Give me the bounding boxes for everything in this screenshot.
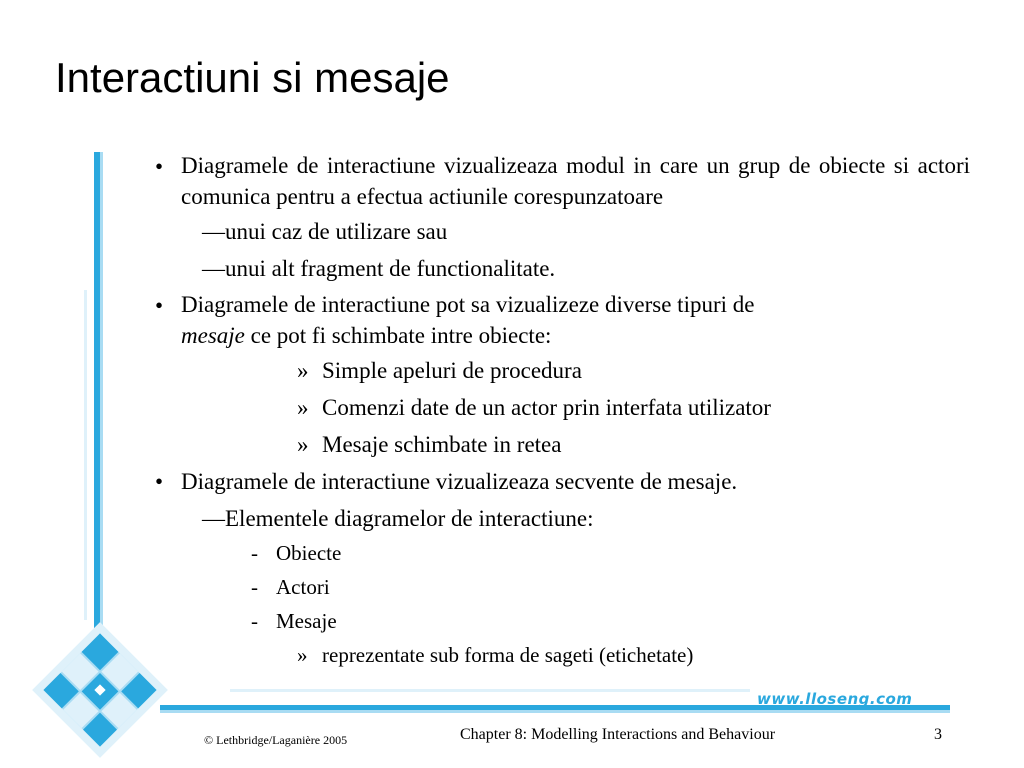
bullet-3 bbox=[155, 465, 970, 499]
nested-item-text: Comenzi date de un actor prin interfata utilizator bbox=[322, 395, 771, 420]
bullet-text bbox=[181, 289, 970, 351]
bullet-text-part: ce pot fi schimbate intre obiecte: bbox=[244, 323, 552, 348]
bullet-marker: • bbox=[155, 154, 164, 179]
sub-item bbox=[155, 252, 970, 286]
horizontal-bar-far bbox=[230, 689, 750, 692]
nested-item bbox=[155, 354, 970, 388]
sub-item bbox=[155, 215, 970, 249]
raquo-marker: » bbox=[297, 395, 309, 420]
hyphen-item-text: Mesaje bbox=[276, 609, 337, 633]
vertical-bar-far bbox=[84, 290, 87, 620]
sub-item-text: —Elementele diagramelor de interactiune: bbox=[202, 506, 594, 531]
website-url: www.lloseng.com bbox=[757, 690, 913, 708]
sub-item bbox=[155, 502, 970, 536]
slide-title: Interactiuni si mesaje bbox=[55, 54, 450, 101]
hyphen-item-text: Obiecte bbox=[276, 541, 342, 565]
hyphen-marker: - bbox=[251, 609, 258, 633]
raquo-marker: » bbox=[297, 643, 308, 667]
nested-item-text: Mesaje schimbate in retea bbox=[322, 432, 562, 457]
bullet-marker: • bbox=[155, 469, 164, 494]
bullet-text-part: Diagramele de interactiune pot sa vizualizeze diverse tipuri de bbox=[181, 292, 755, 317]
nested-item bbox=[155, 428, 970, 462]
bullet-text: Diagramele de interactiune vizualizeaza secvente de mesaje. bbox=[181, 469, 738, 494]
sub-item-text: —unui caz de utilizare sau bbox=[202, 219, 448, 244]
slide-content bbox=[155, 150, 970, 672]
vertical-bar-shadow bbox=[100, 152, 103, 680]
raquo-marker: » bbox=[297, 432, 309, 457]
raquo-marker: » bbox=[297, 358, 309, 383]
nested-item-text: Simple apeluri de procedura bbox=[322, 358, 582, 383]
footer-copyright: © Lethbridge/Laganière 2005 bbox=[204, 733, 348, 747]
bullet-2 bbox=[155, 289, 970, 351]
hyphen-item bbox=[155, 536, 970, 570]
bullet-text: Diagramele de interactiune vizualizeaza modul in care un grup de obiecte si actori comunica pentru a efectua actiunile corespunzatoare bbox=[181, 153, 970, 209]
hyphen-item bbox=[155, 604, 970, 638]
bullet-marker: • bbox=[155, 293, 164, 318]
hyphen-item bbox=[155, 570, 970, 604]
nested-item bbox=[155, 391, 970, 425]
hyphen-marker: - bbox=[251, 541, 258, 565]
nested-item-text: reprezentate sub forma de sageti (etichetate) bbox=[322, 643, 694, 667]
footer-chapter: Chapter 8: Modelling Interactions and Behaviour bbox=[460, 726, 776, 743]
vertical-bar-main bbox=[94, 152, 100, 680]
nested-item bbox=[155, 638, 970, 672]
sub-item-text: —unui alt fragment de functionalitate. bbox=[202, 256, 556, 281]
emphasis-word: mesaje bbox=[181, 323, 245, 348]
hyphen-item-text: Actori bbox=[276, 575, 330, 599]
bullet-1 bbox=[155, 150, 970, 212]
hyphen-marker: - bbox=[251, 575, 258, 599]
horizontal-bar-shadow bbox=[160, 710, 950, 713]
page-number: 3 bbox=[934, 726, 942, 743]
diamond-logo-icon bbox=[32, 622, 168, 758]
